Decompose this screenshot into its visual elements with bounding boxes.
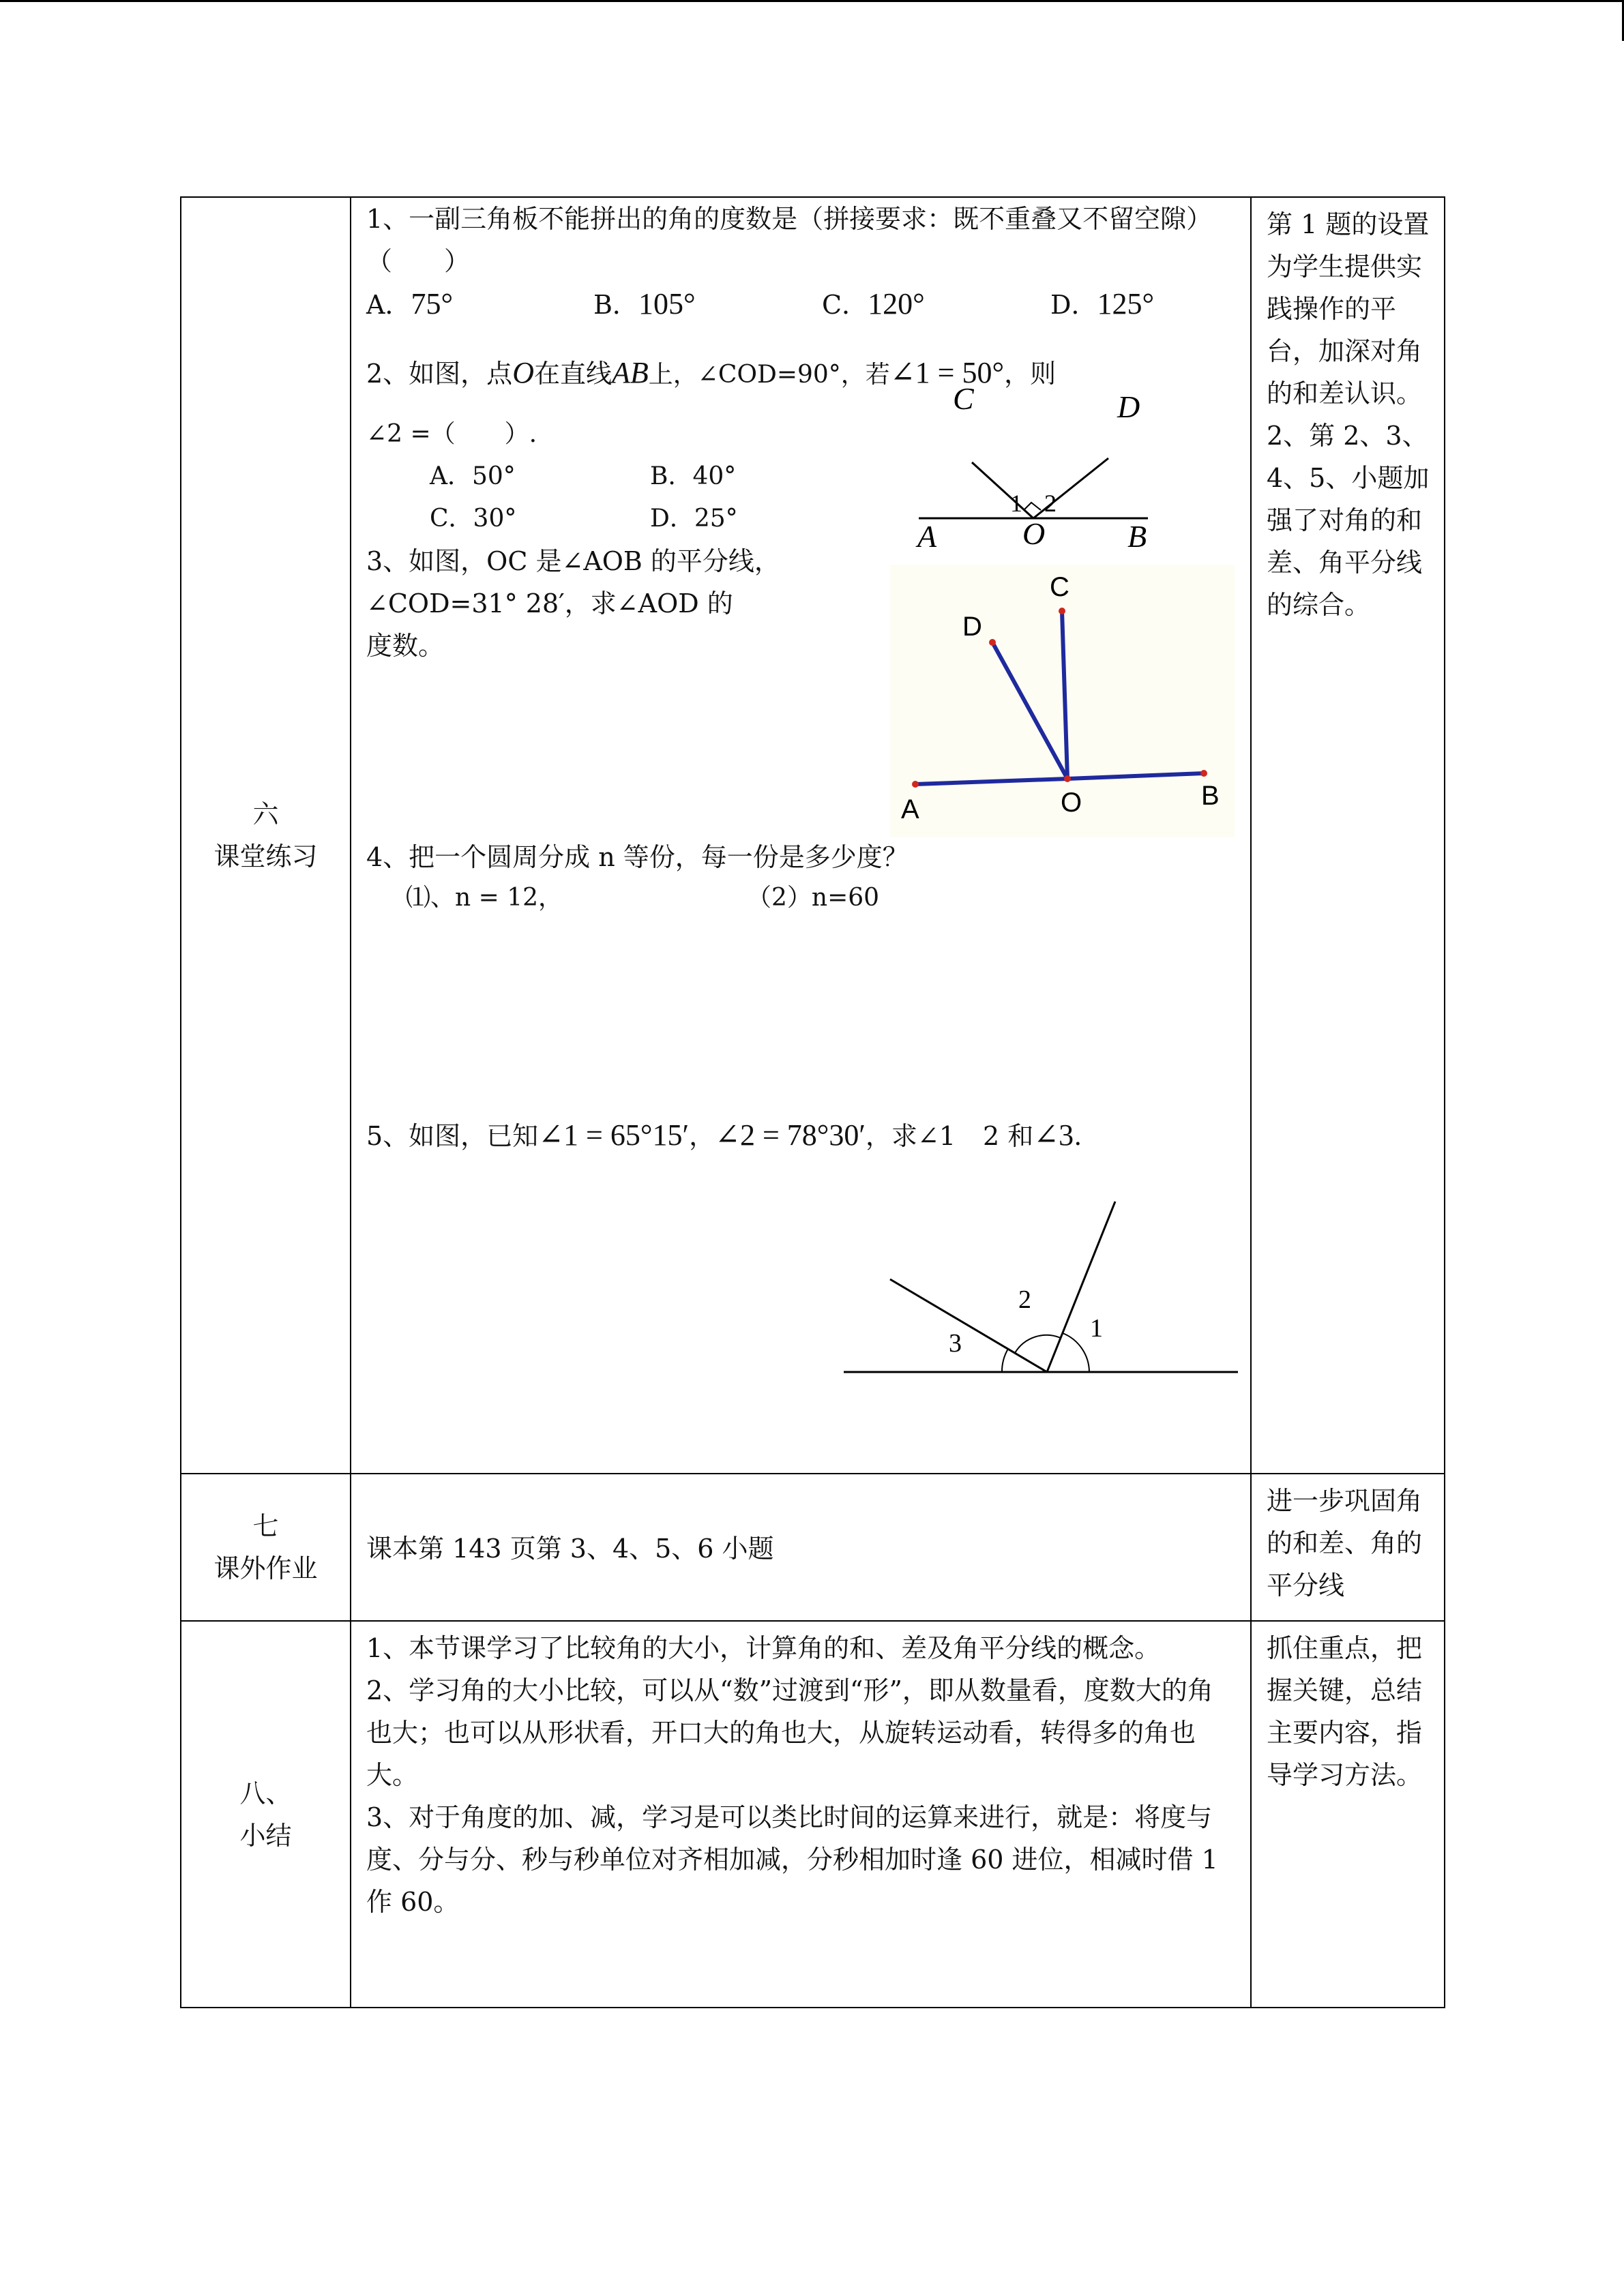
lesson-plan-table — [180, 196, 1445, 2008]
section-six-note: 第 1 题的设置为学生提供实践操作的平台，加深对角的和差认识。 2、第 2、3、4、5、小题加强了对角的和差、角平分线的综合。 — [1251, 197, 1445, 1474]
q5-label-1: 1 — [1090, 1314, 1103, 1343]
homework-text: 课本第 143 页第 3、4、5、6 小题 — [366, 1534, 774, 1564]
section-seven-content — [351, 1474, 1251, 1621]
section-seven-note: 进一步巩固角的和差、角的平分线 — [1251, 1474, 1445, 1621]
section-seven-number: 七 — [252, 1511, 279, 1541]
q3-label-a: A — [901, 794, 919, 824]
section-seven-title: 课外作业 — [213, 1553, 318, 1583]
section-eight-title: 小结 — [239, 1820, 292, 1851]
q3-point-c — [1059, 608, 1065, 614]
q3-label-d: D — [962, 612, 982, 642]
section-eight-label — [181, 1621, 351, 2008]
q3-point-d — [989, 639, 996, 646]
q3-line-3: 度数。 — [366, 631, 445, 661]
q3-figure — [890, 565, 1235, 837]
q2-option-b: B．40° — [650, 462, 737, 490]
section-six-content — [351, 197, 1251, 1474]
q1-option-a: A．75° — [366, 287, 454, 320]
q2-stem: 2、如图，点O在直线AB上，∠COD=90°，若∠1 = 50°，则 — [366, 356, 1057, 389]
section-six-row — [181, 197, 1445, 1474]
q3-label-c: C — [1050, 572, 1069, 602]
q5-figure — [836, 1193, 1245, 1384]
q2-figure — [911, 381, 1156, 559]
q2-label-d: D — [1117, 389, 1140, 424]
q2-stem-2: ∠2 =（ ）. — [366, 420, 537, 448]
q1-option-d: D．125° — [1050, 287, 1155, 320]
summary-point-1: 1、本节课学习了比较角的大小，计算角的和、差及角平分线的概念。 — [366, 1633, 1161, 1663]
q5-label-3: 3 — [949, 1329, 962, 1358]
q5-arc-1 — [1063, 1333, 1089, 1372]
section-seven-row — [181, 1474, 1445, 1621]
q2-label-o: O — [1022, 516, 1046, 551]
q3-line-1: 3、如图，OC 是∠AOB 的平分线， — [366, 546, 780, 576]
q1-option-b: B．105° — [593, 287, 696, 320]
section-six-title: 课堂练习 — [213, 841, 318, 871]
q3-line-2: ∠COD=31° 28′，求∠AOD 的 — [366, 588, 733, 618]
q2-label-2: 2 — [1044, 490, 1057, 517]
section-six-number: 六 — [252, 799, 279, 829]
summary-point-2: 2、学习角的大小比较，可以从“数”过渡到“形”，即从数量看，度数大的角也大；也可以从形状看，开口大的角也大，从旋转运动看，转得多的角也大。 — [366, 1675, 1213, 1790]
q4-part-2: （2）n=60 — [747, 884, 880, 912]
q2-option-d: D．25° — [650, 505, 738, 533]
q1-stem: 1、一副三角板不能拼出的角的度数是（拼接要求：既不重叠又不留空隙）（ ） — [366, 204, 1213, 276]
q3-label-o: O — [1061, 788, 1082, 818]
section-seven-label — [181, 1474, 351, 1621]
page-top-rule — [0, 0, 1624, 2]
q5-arc-2 — [1015, 1335, 1061, 1353]
q4-part-1: ⑴、n = 12， — [406, 884, 563, 912]
q2-option-c: C．30° — [430, 505, 517, 533]
q3-label-b: B — [1201, 781, 1220, 811]
section-eight-number: 八、 — [239, 1778, 292, 1808]
q4-stem: 4、把一个圆周分成 n 等份，每一份是多少度？ — [366, 842, 909, 872]
summary-point-3: 3、对于角度的加、减，学习是可以类比时间的运算来进行，就是：将度与度、分与分、秒与秒单位对齐相加减，分秒相加时逢 60 进位，相减时借 1 作 60。 — [366, 1802, 1218, 1917]
q2-label-1: 1 — [1010, 490, 1022, 517]
q2-right-angle-mark — [1024, 503, 1041, 510]
q5-arc-3 — [1002, 1349, 1008, 1372]
q2-label-c: C — [953, 381, 974, 416]
section-six-label — [181, 197, 351, 1474]
section-eight-content — [351, 1621, 1251, 2008]
q5-label-2: 2 — [1018, 1285, 1031, 1314]
q2-label-b: B — [1127, 519, 1147, 554]
q1-option-c: C．120° — [822, 287, 925, 320]
q3-point-a — [912, 781, 919, 788]
q5-stem: 5、如图，已知∠1 = 65°15′，∠2 = 78°30′，求∠1 2 和∠3. — [366, 1118, 1082, 1152]
section-eight-note: 抓住重点，把握关键，总结主要内容，指导学习方法。 — [1251, 1621, 1445, 2008]
q2-option-a: A．50° — [430, 462, 516, 490]
section-eight-row — [181, 1621, 1445, 2008]
q3-point-b — [1200, 770, 1207, 777]
q2-label-a: A — [917, 519, 937, 554]
q3-point-o — [1064, 775, 1071, 782]
